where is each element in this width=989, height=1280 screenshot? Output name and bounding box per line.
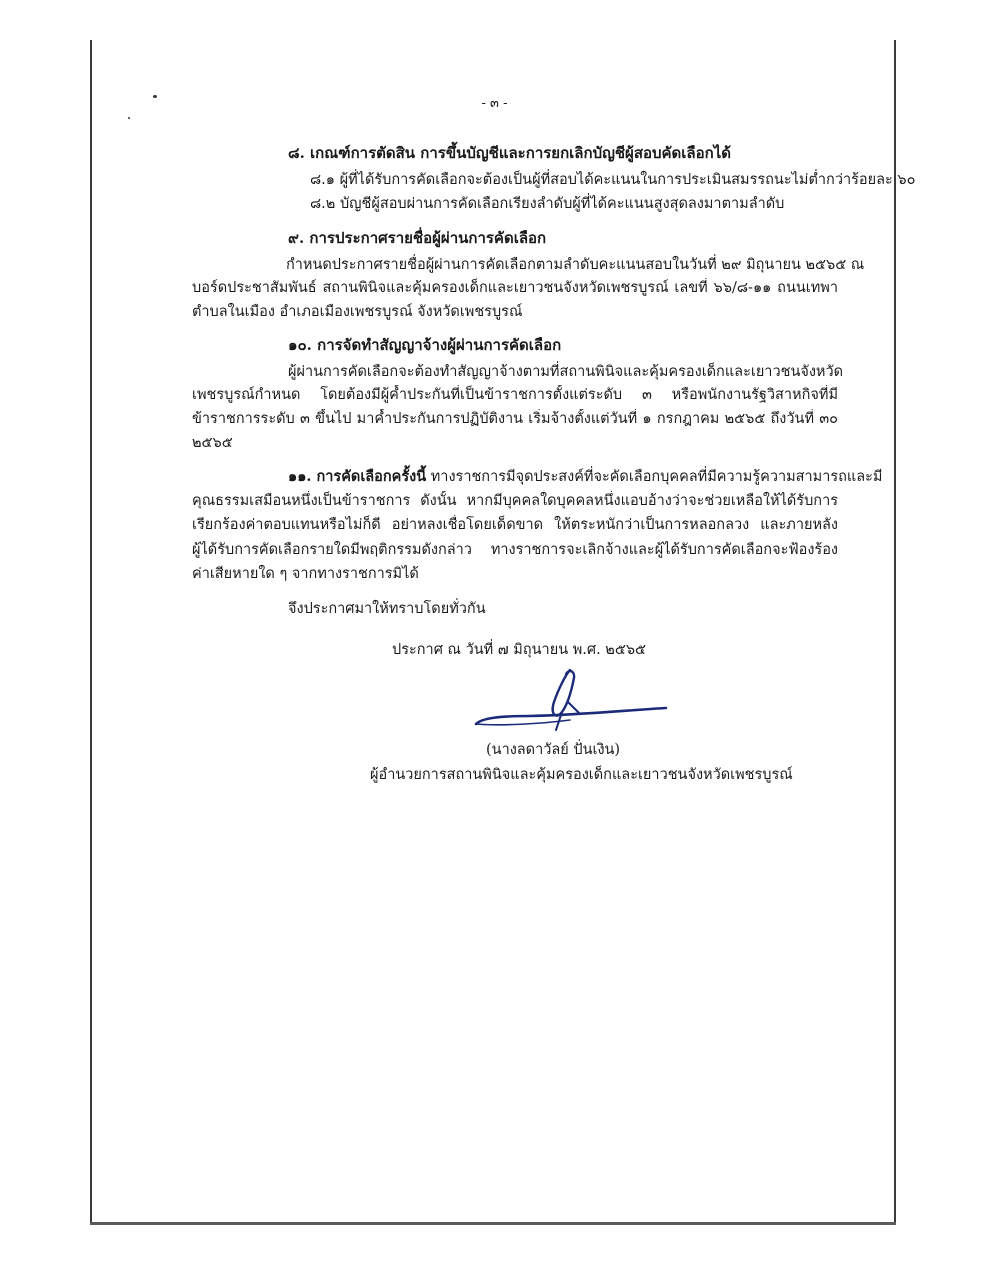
section-10-heading: ๑๐. การจัดทำสัญญาจ้างผู้ผ่านการคัดเลือก (288, 336, 562, 354)
page-number: - ๓ - (481, 96, 508, 111)
closing-statement: จึงประกาศมาให้ทราบโดยทั่วกัน (288, 601, 486, 617)
announce-date: ประกาศ ณ วันที่ ๗ มิถุนายน พ.ศ. ๒๕๖๕ (392, 642, 647, 658)
section-9-line-2: บอร์ดประชาสัมพันธ์ สถานพินิจและคุ้มครองเด็กและเยาวชนจังหวัดเพชรบูรณ์ เลขที่ ๖๖/๘-๑๑ ถนนเทพา (192, 280, 838, 296)
section-10-line-4: ๒๕๖๕ (192, 435, 233, 451)
section-9-heading: ๙. การประกาศรายชื่อผู้ผ่านการคัดเลือก (288, 229, 547, 247)
section-11-line-4: ผู้ได้รับการคัดเลือกรายใดมีพฤติกรรมดังกล่าว ทางราชการจะเลิกจ้างและผู้ได้รับการคัดเลือกจะฟ้องร้อง (192, 542, 838, 558)
scan-border-bottom (90, 1222, 896, 1225)
scan-speck (128, 117, 130, 119)
section-11-line-1 (288, 467, 883, 487)
section-10-line-1: ผู้ผ่านการคัดเลือกจะต้องทำสัญญาจ้างตามที่สถานพินิจและคุ้มครองเด็กและเยาวชนจังหวัด (288, 364, 844, 380)
scan-border-left (90, 40, 92, 1225)
signature-image (470, 660, 680, 740)
section-9-line-1: กำหนดประกาศรายชื่อผู้ผ่านการคัดเลือกตามลำดับคะแนนสอบในวันที่ ๒๙ มิถุนายน ๒๕๖๕ ณ (286, 257, 865, 273)
scan-border-right (894, 40, 896, 1225)
section-11-heading: ๑๑. การคัดเลือกครั้งนี้ (288, 468, 427, 485)
signatory-name: (นางลดาวัลย์ ปั่นเงิน) (486, 742, 621, 758)
section-10-line-2: เพชรบูรณ์กำหนด โดยต้องมีผู้ค้ำประกันที่เป็นข้าราชการตั้งแต่ระดับ ๓ หรือพนักงานรัฐวิสาหกิจที่มี (192, 387, 838, 403)
section-8-heading: ๘. เกณฑ์การตัดสิน การขึ้นบัญชีและการยกเลิกบัญชีผู้สอบคัดเลือกได้ (288, 144, 731, 162)
section-11-line-3: เรียกร้องค่าตอบแทนหรือไม่ก็ดี อย่าหลงเชื่อโดยเด็ดขาด ให้ตระหนักว่าเป็นการหลอกลวง และภายหลัง (192, 517, 838, 533)
section-11-line-2: คุณธรรมเสมือนหนึ่งเป็นข้าราชการ ดังนั้น หากมีบุคคลใดบุคคลหนึ่งแอบอ้างว่าจะช่วยเหลือให้ได้รับการ (192, 493, 838, 509)
signatory-title: ผู้อำนวยการสถานพินิจและคุ้มครองเด็กและเยาวชนจังหวัดเพชรบูรณ์ (370, 767, 793, 783)
section-11-line-1-text: ทางราชการมีจุดประสงค์ที่จะคัดเลือกบุคคลที่มีความรู้ความสามารถและมี (430, 469, 883, 485)
section-10-line-3: ข้าราชการระดับ ๓ ขึ้นไป มาค้ำประกันการปฏิบัติงาน เริ่มจ้างตั้งแต่วันที่ ๑ กรกฎาคม ๒๕๖๕ ถึงวันที่ ๓๐ (192, 411, 838, 427)
section-8-item-1: ๘.๑ ผู้ที่ได้รับการคัดเลือกจะต้องเป็นผู้ที่สอบได้คะแนนในการประเมินสมรรถนะไม่ต่ำกว่าร้อยละ ๖๐ (310, 172, 916, 188)
section-8-item-2: ๘.๒ บัญชีผู้สอบผ่านการคัดเลือกเรียงลำดับผู้ที่ได้คะแนนสูงสุดลงมาตามลำดับ (310, 196, 785, 212)
section-11-line-5: ค่าเสียหายใด ๆ จากทางราชการมิได้ (192, 566, 419, 582)
section-9-line-3: ตำบลในเมือง อำเภอเมืองเพชรบูรณ์ จังหวัดเพชรบูรณ์ (192, 304, 523, 320)
